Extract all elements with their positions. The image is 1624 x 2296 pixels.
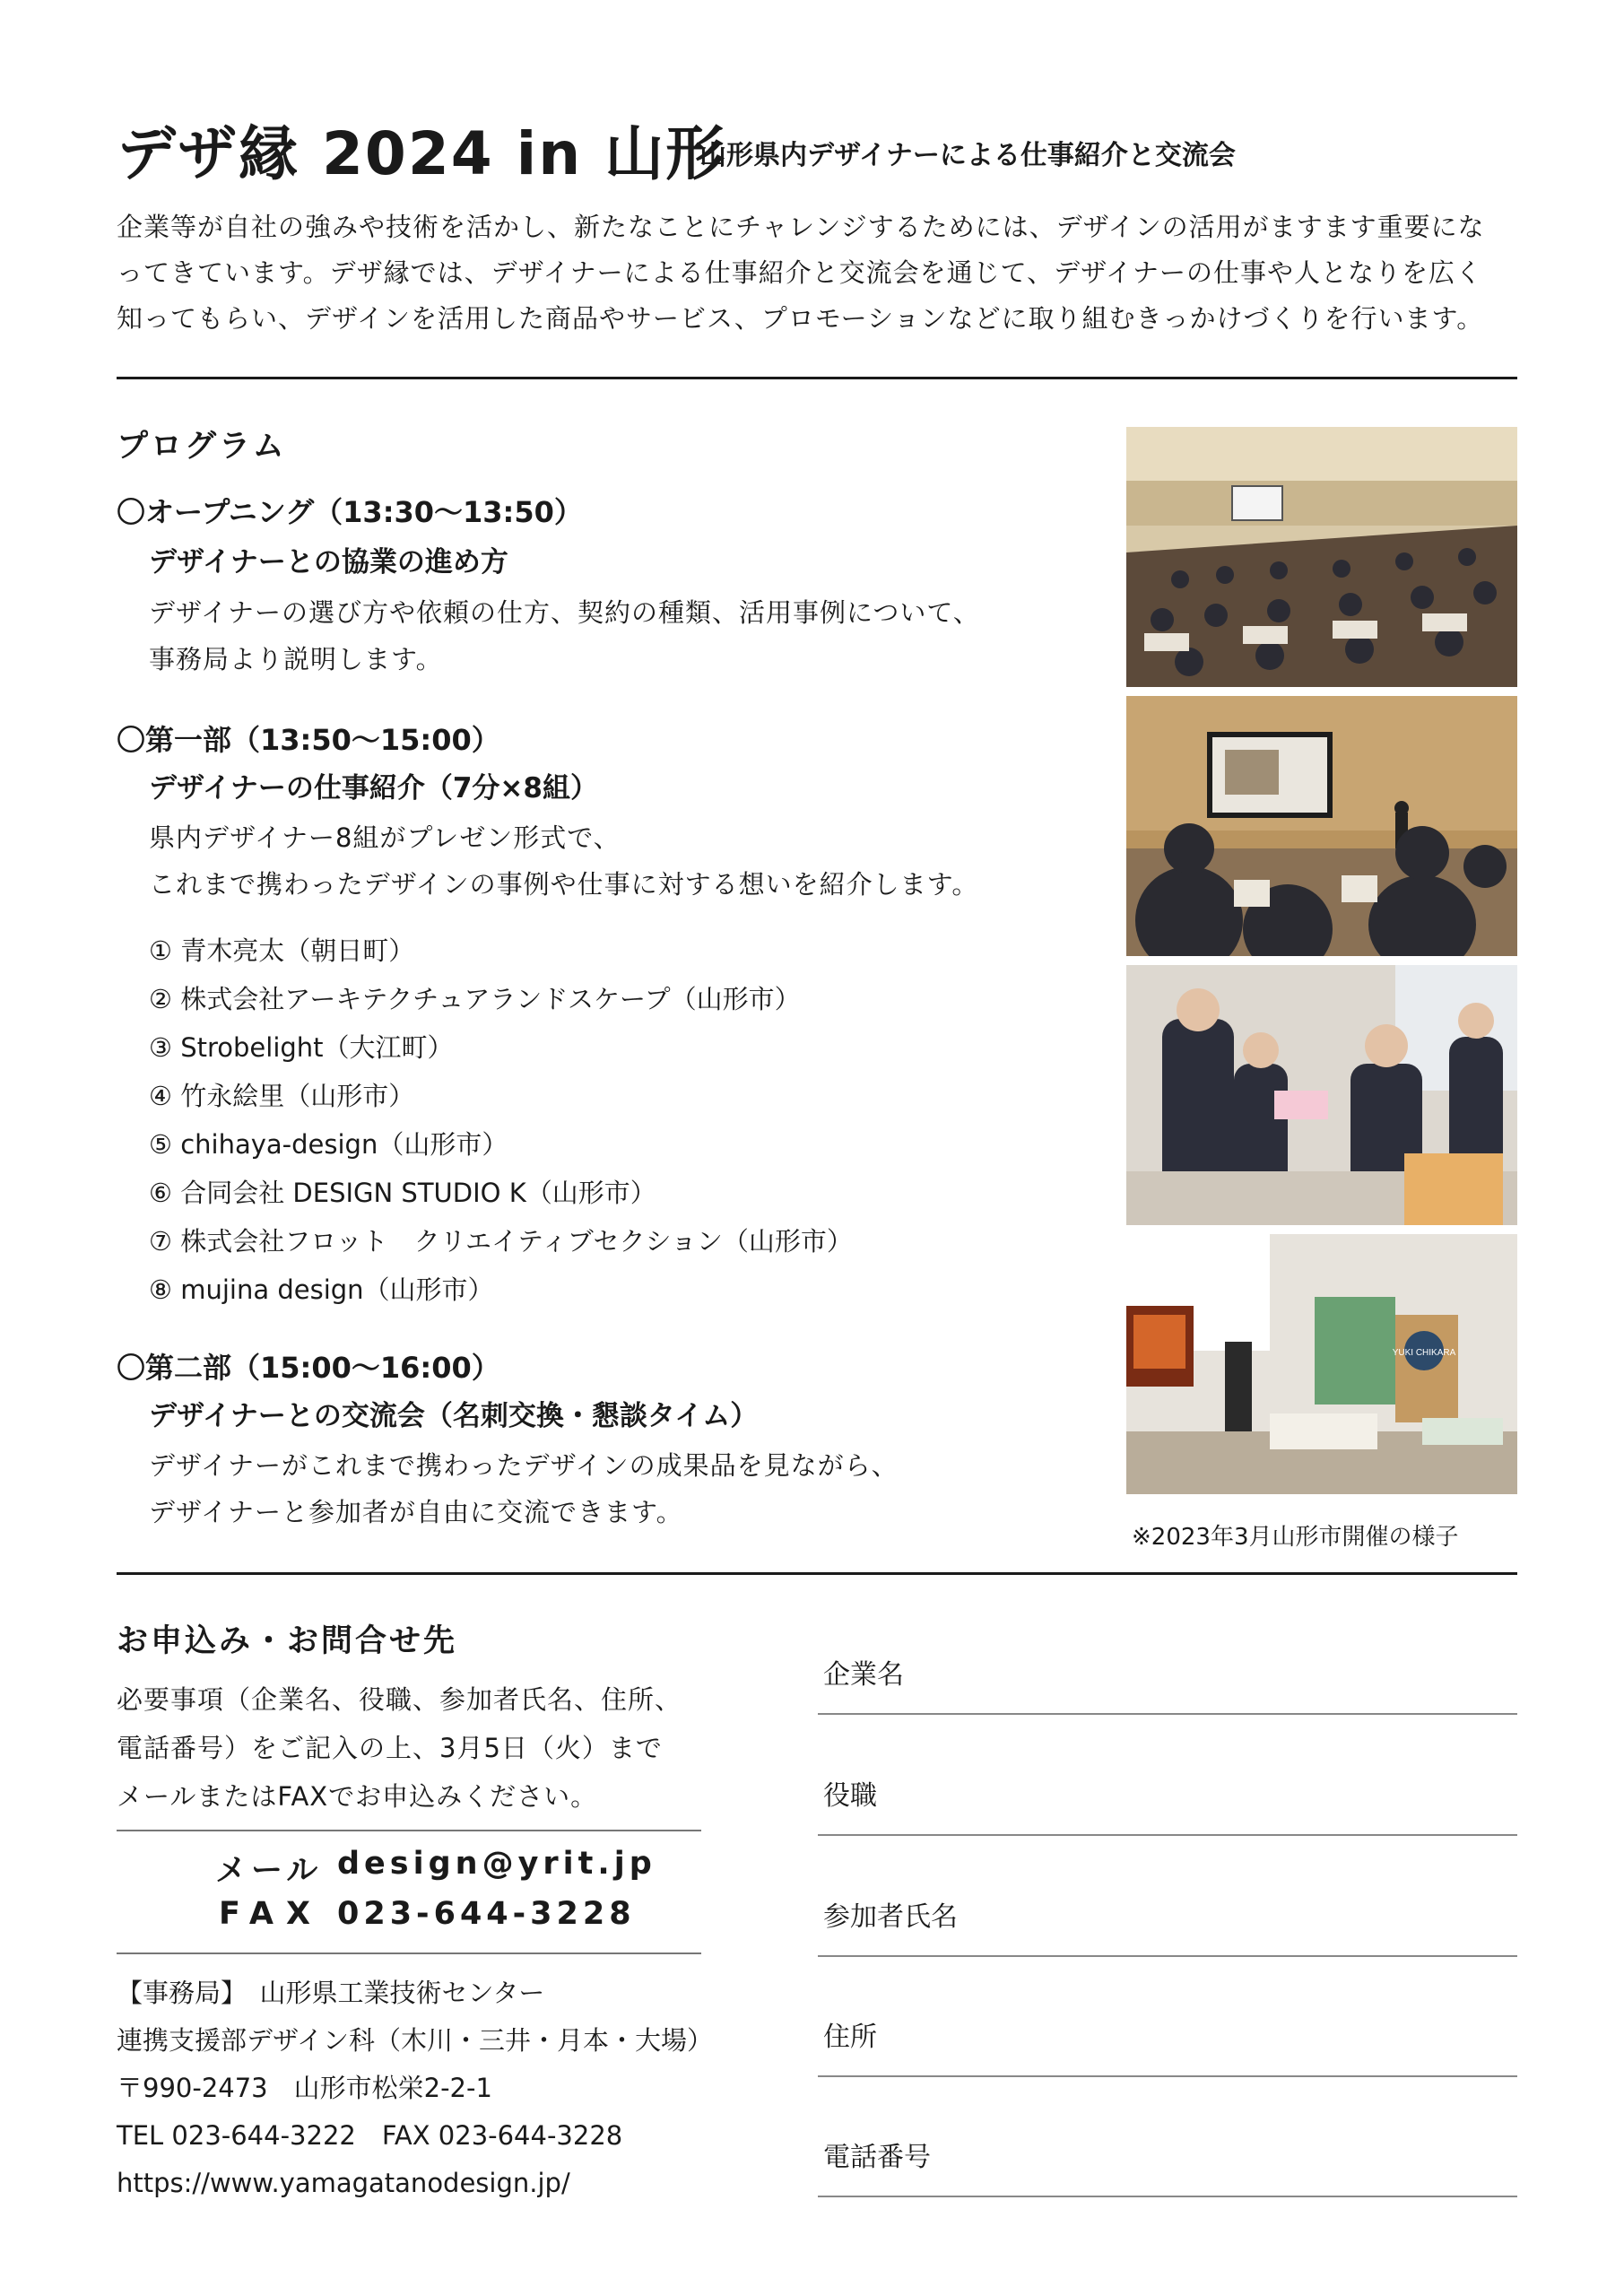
office-line: 連携支援部デザイン科（木川・三井・月本・大場） bbox=[117, 2025, 713, 2056]
intro-paragraph bbox=[117, 204, 1533, 342]
part1-line: 県内デザイナー8組がプレゼン形式で、 bbox=[149, 822, 621, 853]
event-photo-networking bbox=[1126, 965, 1517, 1225]
list-item: ⑤ chihaya-design（山形市） bbox=[149, 1129, 508, 1160]
divider bbox=[117, 1572, 1517, 1575]
designer-list bbox=[149, 926, 853, 1314]
divider bbox=[117, 377, 1517, 379]
website-link[interactable]: https://www.yamagatanodesign.jp/ bbox=[117, 2168, 570, 2198]
list-item: ⑥ 合同会社 DESIGN STUDIO K（山形市） bbox=[149, 1178, 656, 1208]
part2-heading: 〇第二部（15:00～16:00） bbox=[117, 1351, 500, 1385]
contact-heading: お申込み・お問合せ先 bbox=[117, 1623, 458, 1659]
event-photo-products bbox=[1126, 1234, 1517, 1494]
event-photo-presentation bbox=[1126, 696, 1517, 956]
participant-field[interactable] bbox=[818, 1955, 1517, 1957]
list-item: ② 株式会社アーキテクチュアランドスケープ（山形市） bbox=[149, 984, 801, 1014]
form-label-company: 企業名 bbox=[823, 1659, 904, 1691]
contact-line: メールまたはFAXでお申込みください。 bbox=[117, 1781, 598, 1812]
list-item: ③ Strobelight（大江町） bbox=[149, 1032, 454, 1063]
opening-line: 事務局より説明します。 bbox=[149, 644, 443, 674]
part2-description bbox=[149, 1442, 899, 1535]
part2-line: デザイナーと参加者が自由に交流できます。 bbox=[149, 1497, 683, 1527]
opening-heading: 〇オープニング（13:30～13:50） bbox=[117, 495, 583, 529]
list-item: ① 青木亮太（朝日町） bbox=[149, 935, 415, 966]
opening-line: デザイナーの選び方や依頼の仕方、契約の種類、活用事例について、 bbox=[149, 597, 980, 628]
poster-text: YUKI CHIKARA bbox=[1392, 1348, 1456, 1358]
company-field[interactable] bbox=[818, 1713, 1517, 1715]
mail-address-link[interactable]: design@yrit.jp bbox=[337, 1846, 656, 1882]
form-label-phone: 電話番号 bbox=[823, 2142, 931, 2173]
form-label-participant: 参加者氏名 bbox=[823, 1901, 958, 1933]
office-line: 【事務局】 山形県工業技術センター bbox=[117, 1978, 545, 2008]
part1-heading: 〇第一部（13:50～15:00） bbox=[117, 723, 500, 757]
office-line: 〒990-2473 山形市松栄2-2-1 bbox=[117, 2073, 492, 2103]
fax-number: 023-644-3228 bbox=[337, 1896, 636, 1932]
intro-line: ってきています。デザ縁では、デザイナーによる仕事紹介と交流会を通じて、デザイナーの仕事や人となりを広く bbox=[117, 257, 1483, 288]
part1-description bbox=[149, 814, 978, 908]
list-item: ⑧ mujina design（山形市） bbox=[149, 1274, 494, 1305]
address-field[interactable] bbox=[818, 2075, 1517, 2077]
intro-line: 企業等が自社の強みや技術を活かし、新たなことにチャレンジするためには、デザインの活用がますます重要にな bbox=[117, 212, 1485, 242]
contact-instructions bbox=[117, 1675, 682, 1821]
phone-field[interactable] bbox=[818, 2196, 1517, 2197]
divider bbox=[117, 1952, 701, 1954]
part1-subheading: デザイナーの仕事紹介（7分×8組） bbox=[149, 772, 598, 804]
mail-label: メール bbox=[215, 1853, 323, 1889]
office-info bbox=[117, 1970, 713, 2207]
opening-subheading: デザイナーとの協業の進め方 bbox=[149, 546, 508, 578]
page-title: デザ縁 2024 in 山形 bbox=[117, 119, 727, 188]
position-field[interactable] bbox=[818, 1834, 1517, 1836]
form-label-position: 役職 bbox=[823, 1780, 877, 1812]
photo-caption: ※2023年3月山形市開催の様子 bbox=[1132, 1524, 1459, 1551]
divider bbox=[117, 1830, 701, 1831]
contact-line: 電話番号）をご記入の上、3月5日（火）まで bbox=[117, 1733, 663, 1763]
fax-label: FAX bbox=[219, 1896, 323, 1932]
form-label-address: 住所 bbox=[823, 2022, 877, 2053]
list-item: ⑦ 株式会社フロット クリエイティブセクション（山形市） bbox=[149, 1226, 853, 1257]
list-item: ④ 竹永絵里（山形市） bbox=[149, 1081, 415, 1111]
part2-line: デザイナーがこれまで携わったデザインの成果品を見ながら、 bbox=[149, 1450, 899, 1481]
part1-line: これまで携わったデザインの事例や仕事に対する想いを紹介します。 bbox=[149, 869, 979, 900]
page-subtitle: 山形県内デザイナーによる仕事紹介と交流会 bbox=[699, 140, 1236, 171]
program-heading: プログラム bbox=[117, 429, 287, 465]
part2-subheading: デザイナーとの交流会（名刺交換・懇談タイム） bbox=[149, 1400, 759, 1432]
opening-description bbox=[149, 589, 980, 683]
office-line: TEL 023-644-3222 FAX 023-644-3228 bbox=[117, 2120, 623, 2151]
intro-line: 知ってもらい、デザインを活用した商品やサービス、プロモーションなどに取り組むきっかけづくりを行います。 bbox=[117, 303, 1484, 334]
event-photo-auditorium bbox=[1126, 427, 1517, 687]
contact-line: 必要事項（企業名、役職、参加者氏名、住所、 bbox=[117, 1684, 682, 1715]
